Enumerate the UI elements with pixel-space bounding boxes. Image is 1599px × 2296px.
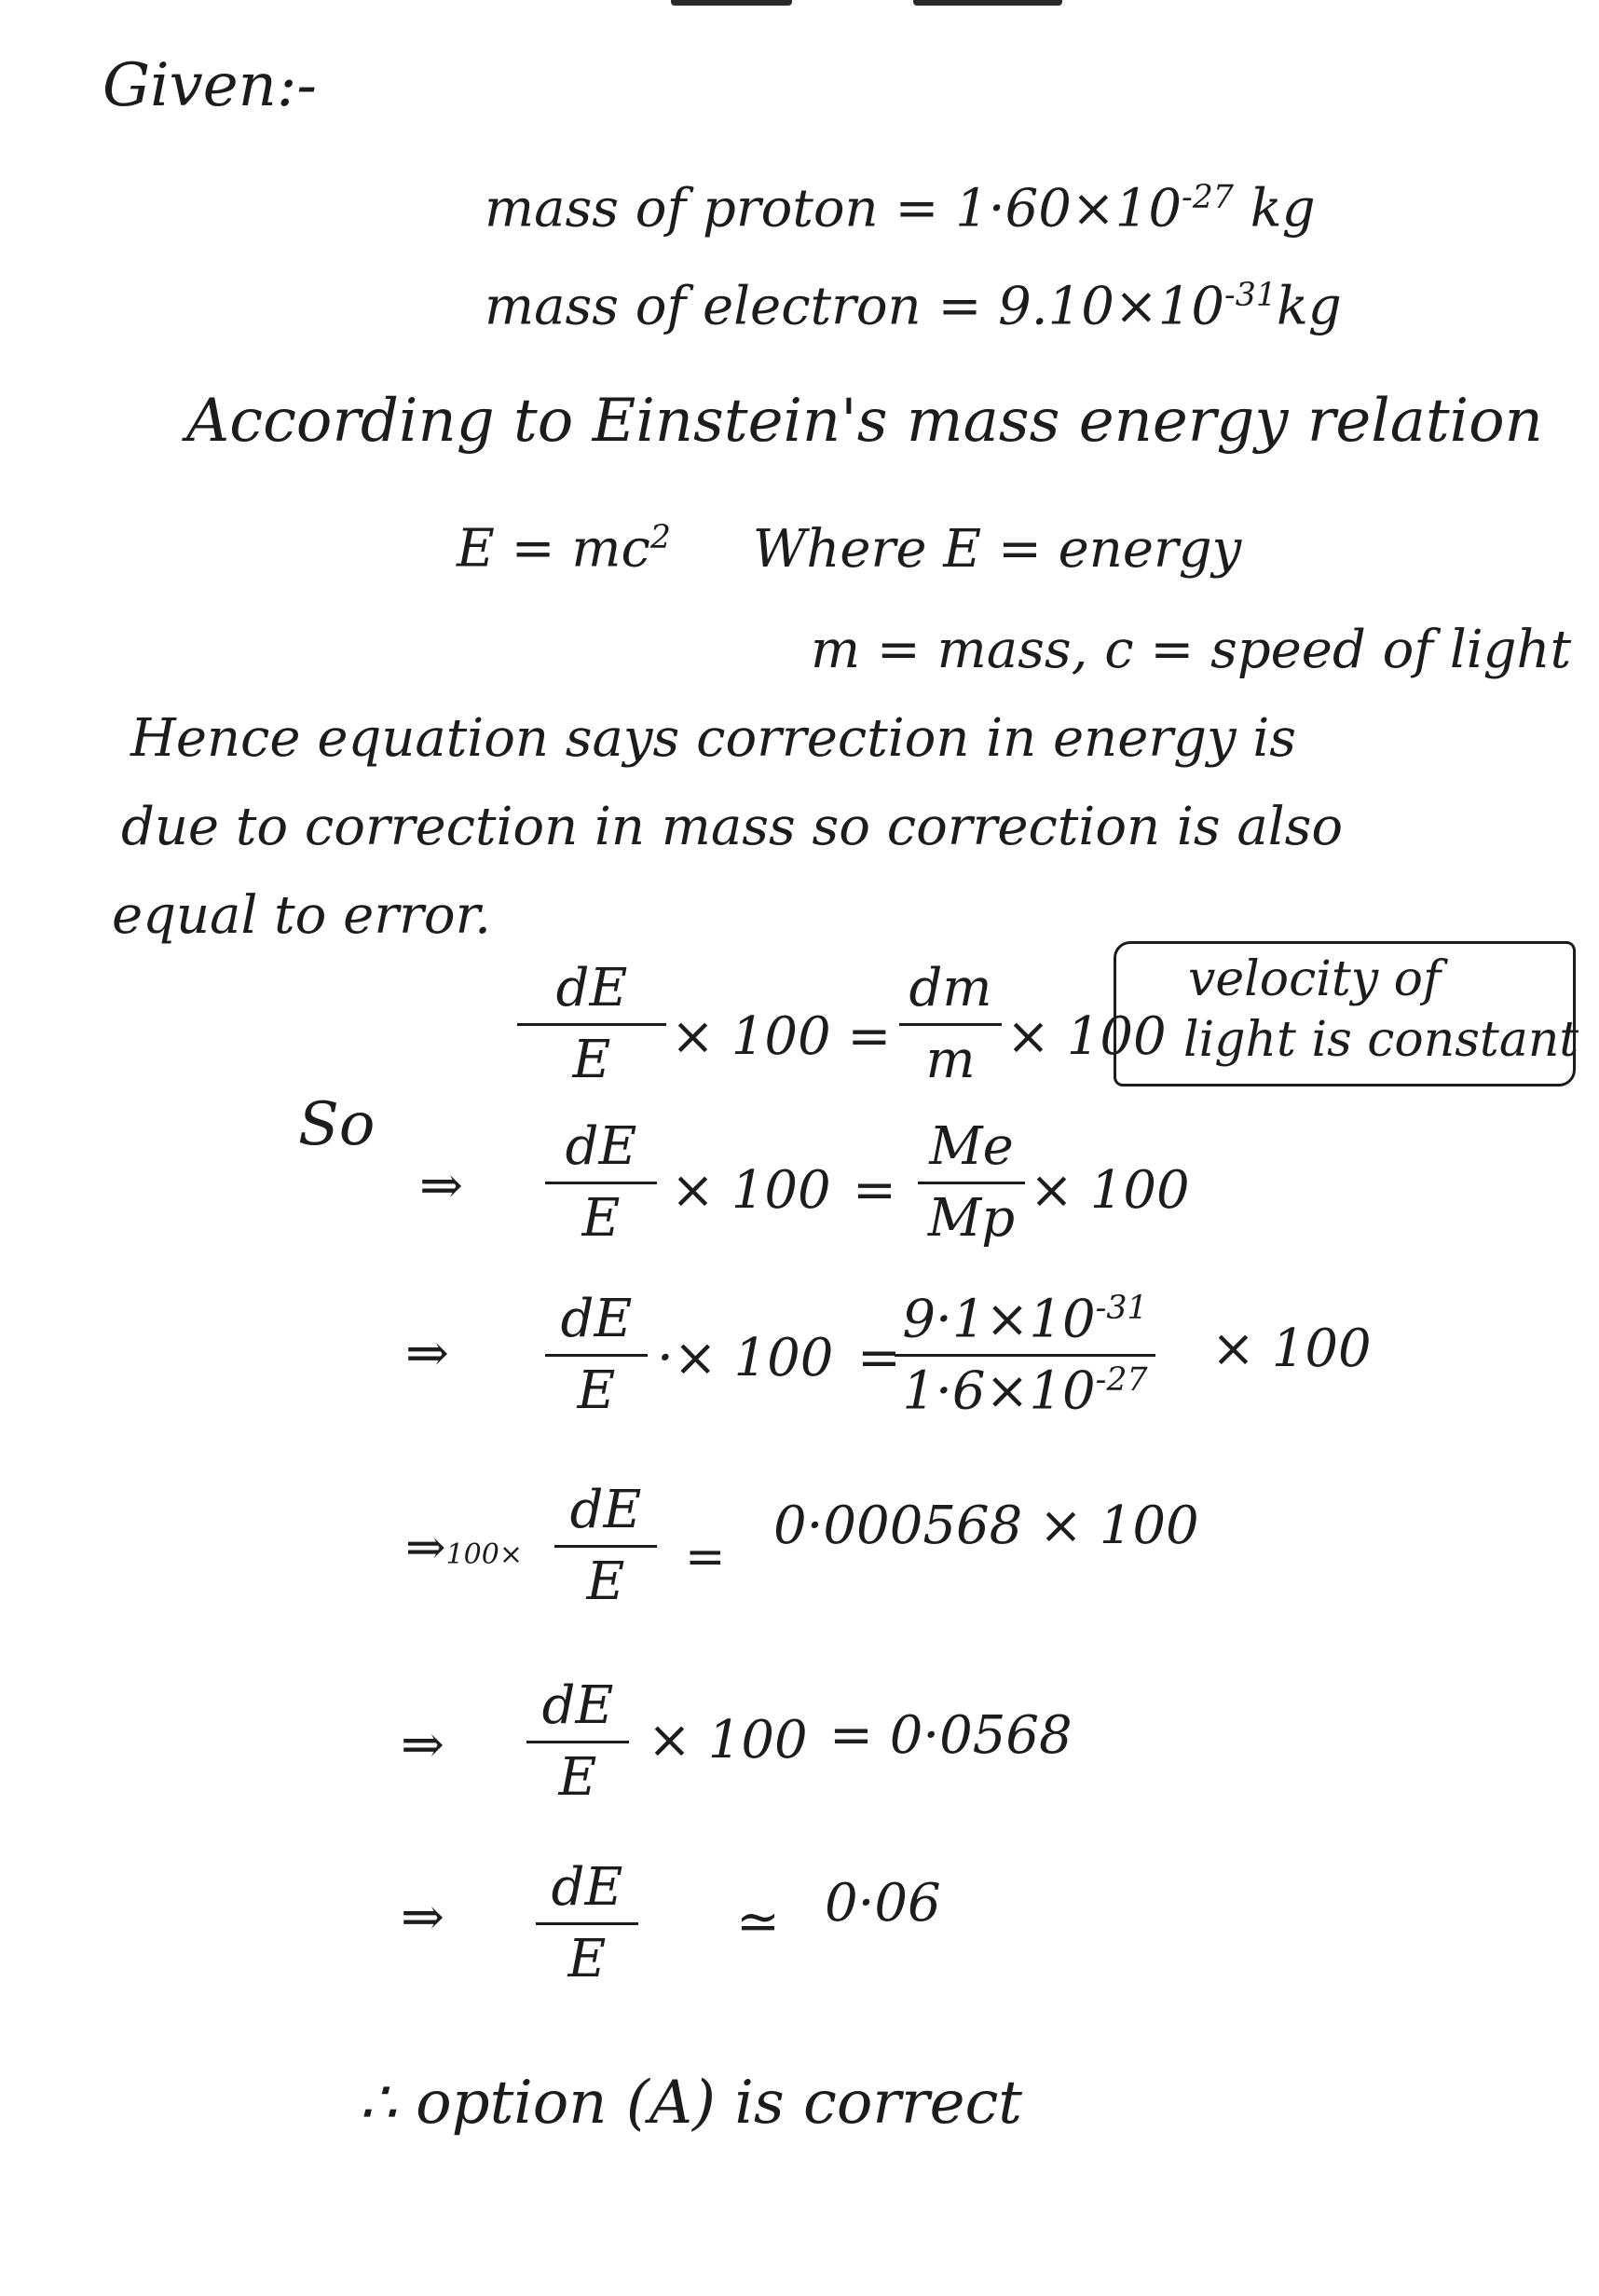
step2-rhs-multiplier: × 100 xyxy=(1211,1319,1372,1379)
ratio-rhs-bar xyxy=(899,1023,1002,1026)
ratio-rhs-multiplier: × 100 xyxy=(1006,1006,1167,1067)
mass-speed-definition: m = mass, c = speed of light xyxy=(811,620,1572,680)
step5-rhs: 0·06 xyxy=(825,1873,941,1934)
step2-numerator-exponent: -31 xyxy=(1095,1290,1148,1327)
ratio-rhs-denominator: m xyxy=(925,1029,976,1090)
mass-electron-exponent: -31 xyxy=(1224,277,1277,314)
step2-numerator-base: 9·1×10 xyxy=(902,1289,1096,1350)
step3-arrow xyxy=(405,1520,523,1576)
given-heading: Given:- xyxy=(102,51,318,120)
where-energy-text: Where E = energy xyxy=(752,518,1242,580)
emc2-square: 2 xyxy=(649,519,671,556)
para-line-2: due to correction in mass so correction is also xyxy=(121,797,1344,857)
step5-lhs-denominator: E xyxy=(567,1928,607,1989)
step1-rhs-numerator: Me xyxy=(929,1116,1014,1177)
step4-arrow: ⇒ xyxy=(401,1715,444,1775)
ratio-lhs-numerator: dE xyxy=(555,958,628,1018)
mass-proton-line xyxy=(485,178,1316,239)
step1-rhs-denominator: Mp xyxy=(927,1187,1016,1249)
step2-rhs-fraction xyxy=(895,1291,1155,1421)
constant-note-line-1: velocity of xyxy=(1188,951,1442,1007)
step2-lhs-fraction xyxy=(545,1291,648,1419)
constant-note-line-2: light is constant xyxy=(1183,1012,1579,1068)
scan-edge-right xyxy=(913,0,1062,6)
conclusion-line: ∴ option (A) is correct xyxy=(359,2069,1022,2138)
scan-edge-left xyxy=(671,0,792,6)
mass-proton-value: = 1·60×10 xyxy=(895,178,1182,239)
step4-lhs-fraction xyxy=(526,1677,629,1806)
step1-lhs-bar xyxy=(545,1182,657,1184)
step2-rhs-numerator xyxy=(902,1291,1147,1348)
mass-proton-exponent: -27 xyxy=(1182,179,1234,216)
step2-lhs-denominator: E xyxy=(577,1360,616,1421)
mass-electron-line xyxy=(485,276,1342,337)
para-line-3: equal to error. xyxy=(112,885,491,946)
step2-arrow: ⇒ xyxy=(405,1323,449,1384)
step2-lhs-bar xyxy=(545,1354,648,1357)
emc2-line xyxy=(457,518,1242,580)
step4-lhs-bar xyxy=(526,1741,629,1743)
step3-lhs-bar xyxy=(554,1545,657,1548)
para-line-1: Hence equation says correction in energy is xyxy=(130,708,1297,769)
step5-lhs-fraction xyxy=(536,1859,638,1988)
step1-rhs-fraction xyxy=(918,1118,1025,1247)
step5-lhs-numerator: dE xyxy=(551,1857,623,1918)
einstein-relation-line: According to Einstein's mass energy relation xyxy=(186,387,1543,456)
step1-rhs-bar xyxy=(918,1182,1025,1184)
step3-lhs-fraction xyxy=(554,1482,657,1610)
step1-lhs-multiplier: × 100 xyxy=(671,1160,831,1221)
ratio-rhs-numerator: dm xyxy=(909,958,992,1018)
step2-lhs-multiplier: ·× 100 xyxy=(657,1328,834,1388)
step3-lhs-numerator: dE xyxy=(569,1480,642,1540)
step2-denominator-exponent: -27 xyxy=(1095,1361,1148,1400)
ratio-lhs-bar xyxy=(517,1023,666,1026)
step3-equals: = xyxy=(685,1529,726,1585)
step5-lhs-bar xyxy=(536,1922,638,1925)
step2-denominator-base: 1·6×10 xyxy=(902,1360,1096,1422)
emc2-equation: E = mc xyxy=(457,518,650,580)
step3-prefix: 100× xyxy=(445,1538,523,1571)
step1-lhs-fraction xyxy=(545,1118,657,1247)
step4-lhs-denominator: E xyxy=(558,1746,597,1808)
step2-rhs-bar xyxy=(895,1354,1155,1357)
ratio-lhs-denominator: E xyxy=(572,1029,611,1090)
mass-electron-value: = 9.10×10 xyxy=(937,276,1225,337)
step3-rhs: 0·000568 × 100 xyxy=(773,1496,1199,1556)
step4-lhs-numerator: dE xyxy=(541,1675,614,1736)
step1-rhs-multiplier: × 100 xyxy=(1030,1160,1190,1221)
mass-proton-label: mass of proton xyxy=(485,178,879,239)
ratio-rhs-fraction xyxy=(899,960,1002,1088)
step5-approx-symbol: ≃ xyxy=(736,1892,780,1952)
step1-lhs-denominator: E xyxy=(581,1187,621,1249)
step2-equals: = xyxy=(857,1328,901,1388)
mass-electron-label: mass of electron xyxy=(485,276,922,337)
ratio-lhs-fraction xyxy=(517,960,666,1088)
step3-lhs-denominator: E xyxy=(586,1551,625,1612)
mass-electron-unit: kg xyxy=(1276,276,1342,337)
mass-proton-unit: kg xyxy=(1250,178,1316,239)
step1-arrow: ⇒ xyxy=(419,1155,463,1216)
so-label: So xyxy=(298,1090,376,1159)
step1-equals: = xyxy=(853,1160,896,1221)
step4-rhs: = 0·0568 xyxy=(829,1705,1073,1766)
step4-lhs-multiplier: × 100 xyxy=(648,1710,808,1770)
step3-arrow-symbol: ⇒ xyxy=(405,1520,446,1576)
step2-lhs-numerator: dE xyxy=(560,1289,633,1349)
ratio-lhs-multiplier: × 100 = xyxy=(671,1006,892,1067)
step5-arrow: ⇒ xyxy=(401,1887,444,1948)
step1-lhs-numerator: dE xyxy=(565,1116,637,1177)
step2-rhs-denominator xyxy=(902,1362,1147,1420)
